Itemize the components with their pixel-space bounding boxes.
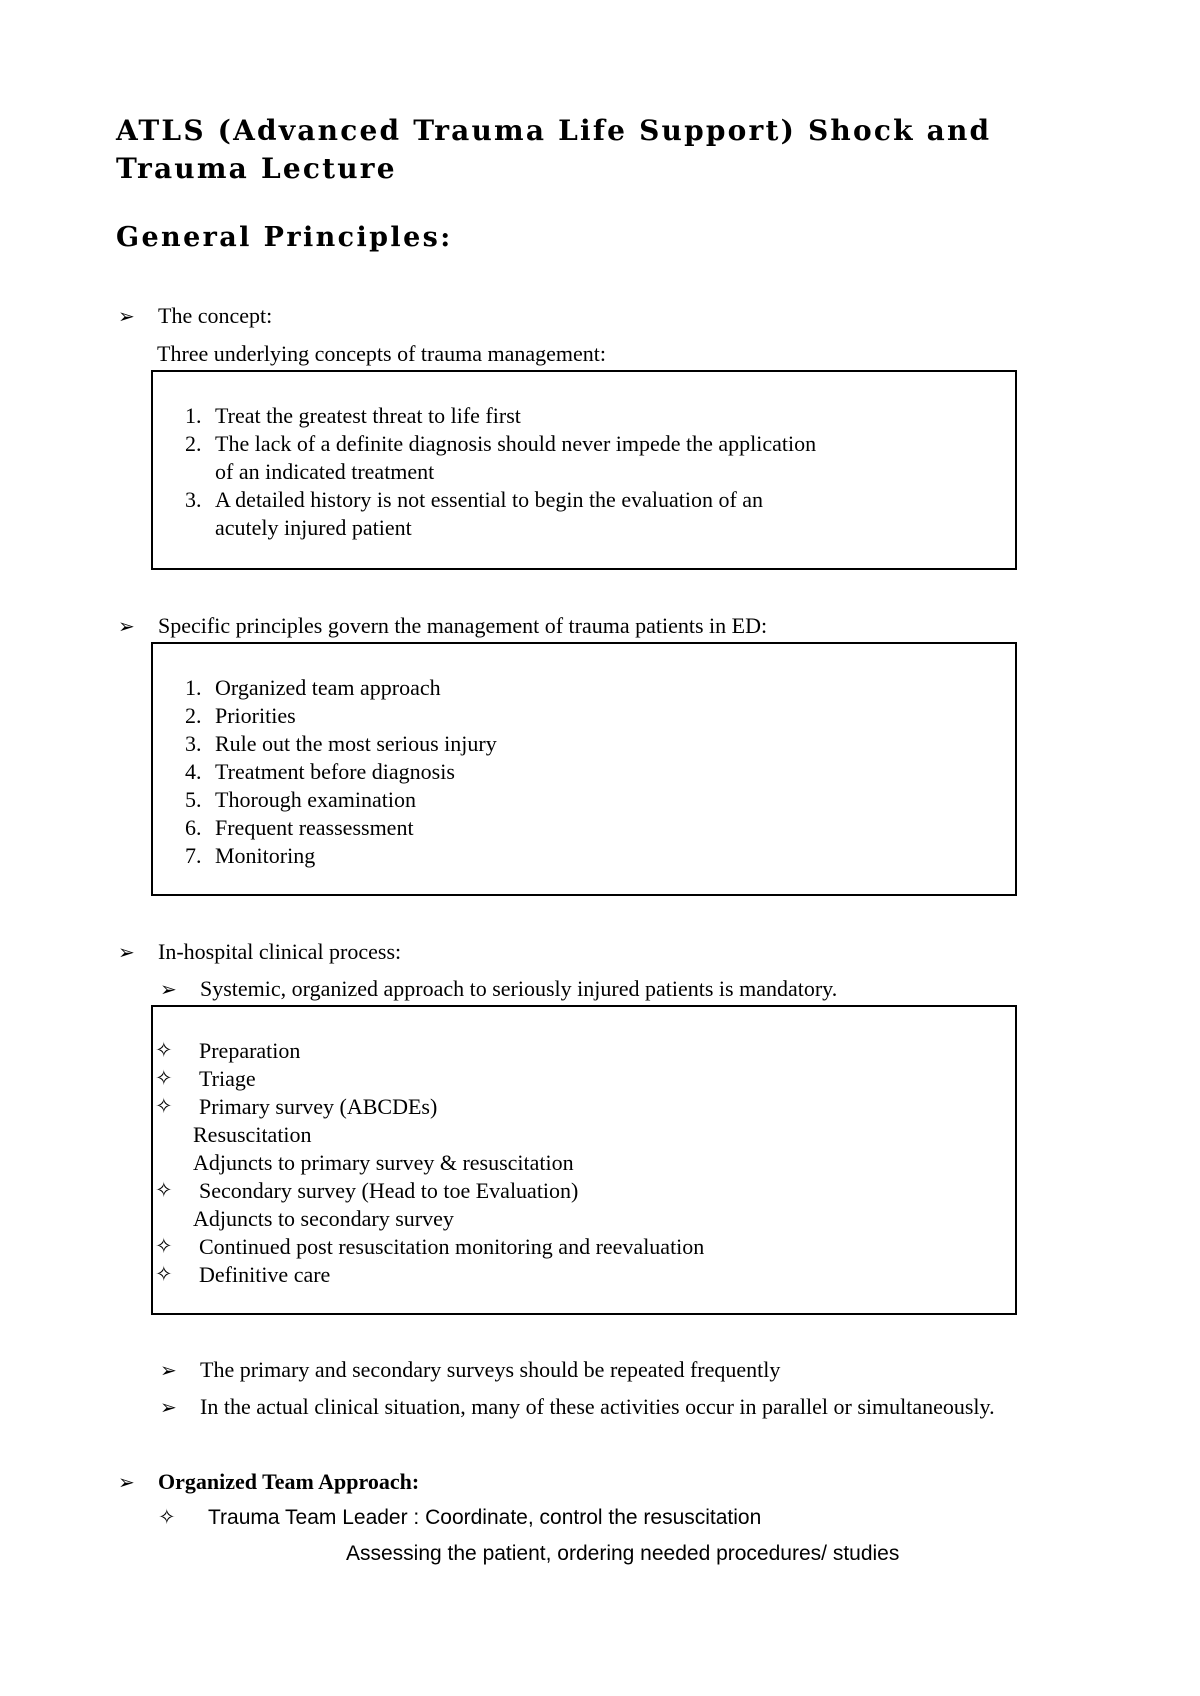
specific-label: Specific principles govern the management of trauma patients in ED: bbox=[158, 613, 768, 638]
item-number: 2. bbox=[185, 703, 202, 728]
process-step bbox=[153, 1205, 1015, 1233]
process-step-text: Adjuncts to secondary survey bbox=[193, 1206, 454, 1231]
arrow-bullet-icon: ➢ bbox=[160, 1395, 177, 1419]
process-note-1 bbox=[160, 1356, 780, 1384]
diamond-icon: ✧ bbox=[155, 1038, 173, 1062]
item-text-line: The lack of a definite diagnosis should never impede the application bbox=[215, 431, 817, 456]
process-step-text: Continued post resuscitation monitoring and reevaluation bbox=[199, 1234, 705, 1259]
principle-item bbox=[153, 758, 1015, 786]
process-step-text: Resuscitation bbox=[193, 1122, 312, 1147]
process-step-text: Triage bbox=[199, 1066, 256, 1091]
arrow-bullet-icon: ➢ bbox=[118, 940, 135, 964]
process-step bbox=[153, 1149, 1015, 1177]
principle-item bbox=[153, 842, 1015, 870]
item-number: 7. bbox=[185, 843, 202, 868]
process-step bbox=[153, 1177, 1015, 1205]
team-bullet bbox=[118, 1468, 419, 1496]
process-sub-label: Systemic, organized approach to seriously injured patients is mandatory. bbox=[200, 976, 838, 1001]
item-number: 1. bbox=[185, 403, 202, 428]
principle-item bbox=[153, 702, 1015, 730]
process-step bbox=[153, 1121, 1015, 1149]
item-number: 2. bbox=[185, 431, 202, 456]
process-step-text: Preparation bbox=[199, 1038, 301, 1063]
team-leader bbox=[158, 1503, 761, 1532]
process-step bbox=[153, 1037, 1015, 1065]
item-number: 6. bbox=[185, 815, 202, 840]
item-text: Monitoring bbox=[215, 843, 316, 868]
arrow-bullet-icon: ➢ bbox=[118, 304, 135, 328]
arrow-bullet-icon: ➢ bbox=[118, 614, 135, 638]
item-text: Rule out the most serious injury bbox=[215, 731, 497, 756]
process-step-text: Primary survey (ABCDEs) bbox=[199, 1094, 438, 1119]
diamond-icon: ✧ bbox=[155, 1066, 173, 1090]
arrow-bullet-icon: ➢ bbox=[160, 1358, 177, 1382]
principle-item bbox=[153, 674, 1015, 702]
process-step-text: Secondary survey (Head to toe Evaluation) bbox=[199, 1178, 579, 1203]
diamond-icon: ✧ bbox=[155, 1094, 173, 1118]
item-text: Priorities bbox=[215, 703, 296, 728]
team-leader-detail: Assessing the patient, ordering needed procedures/ studies bbox=[346, 1542, 900, 1565]
concept-label: The concept: bbox=[158, 303, 273, 328]
item-text-line: of an indicated treatment bbox=[215, 459, 435, 484]
document-title: ATLS (Advanced Trauma Life Support) Shock and Trauma Lecture bbox=[116, 114, 992, 185]
process-note-text: In the actual clinical situation, many of these activities occur in parallel or simultaneously. bbox=[200, 1394, 995, 1419]
diamond-icon: ✧ bbox=[155, 1262, 173, 1286]
process-step bbox=[153, 1065, 1015, 1093]
diamond-icon: ✧ bbox=[158, 1505, 176, 1529]
concept-list bbox=[153, 402, 1015, 542]
principle-item bbox=[153, 786, 1015, 814]
item-text: Treatment before diagnosis bbox=[215, 759, 455, 784]
process-step-text: Adjuncts to primary survey & resuscitation bbox=[193, 1150, 574, 1175]
concept-item bbox=[153, 430, 1015, 486]
item-number: 5. bbox=[185, 787, 202, 812]
process-note-2 bbox=[160, 1393, 995, 1421]
item-number: 3. bbox=[185, 731, 202, 756]
item-text-line: acutely injured patient bbox=[215, 515, 412, 540]
arrow-bullet-icon: ➢ bbox=[160, 977, 177, 1001]
concept-intro: Three underlying concepts of trauma management: bbox=[157, 341, 606, 366]
item-number: 3. bbox=[185, 487, 202, 512]
specific-bullet bbox=[118, 612, 767, 640]
process-sub-bullet bbox=[160, 975, 837, 1003]
principle-item bbox=[153, 730, 1015, 758]
process-label: In-hospital clinical process: bbox=[158, 939, 402, 964]
item-text: Organized team approach bbox=[215, 675, 441, 700]
principle-item bbox=[153, 814, 1015, 842]
item-text: Thorough examination bbox=[215, 787, 417, 812]
concept-box bbox=[151, 370, 1017, 570]
section-heading: General Principles: bbox=[116, 222, 453, 253]
specific-list bbox=[153, 674, 1015, 870]
process-list bbox=[153, 1037, 1015, 1289]
concept-item bbox=[153, 402, 1015, 430]
item-number: 4. bbox=[185, 759, 202, 784]
item-text-line: A detailed history is not essential to begin the evaluation of an bbox=[215, 487, 764, 512]
specific-box bbox=[151, 642, 1017, 896]
process-step bbox=[153, 1233, 1015, 1261]
process-step-text: Definitive care bbox=[199, 1262, 331, 1287]
concept-bullet bbox=[118, 302, 272, 330]
arrow-bullet-icon: ➢ bbox=[118, 1470, 135, 1494]
item-number: 1. bbox=[185, 675, 202, 700]
diamond-icon: ✧ bbox=[155, 1234, 173, 1258]
concept-item bbox=[153, 486, 1015, 542]
process-step bbox=[153, 1261, 1015, 1289]
process-box bbox=[151, 1005, 1017, 1315]
process-note-text: The primary and secondary surveys should be repeated frequently bbox=[200, 1357, 781, 1382]
process-step bbox=[153, 1093, 1015, 1121]
team-label: Organized Team Approach: bbox=[158, 1469, 420, 1494]
item-text-line: Treat the greatest threat to life first bbox=[215, 403, 521, 428]
item-text: Frequent reassessment bbox=[215, 815, 414, 840]
diamond-icon: ✧ bbox=[155, 1178, 173, 1202]
team-leader-text: Trauma Team Leader : Coordinate, control the resuscitation bbox=[208, 1506, 762, 1529]
process-bullet bbox=[118, 938, 401, 966]
